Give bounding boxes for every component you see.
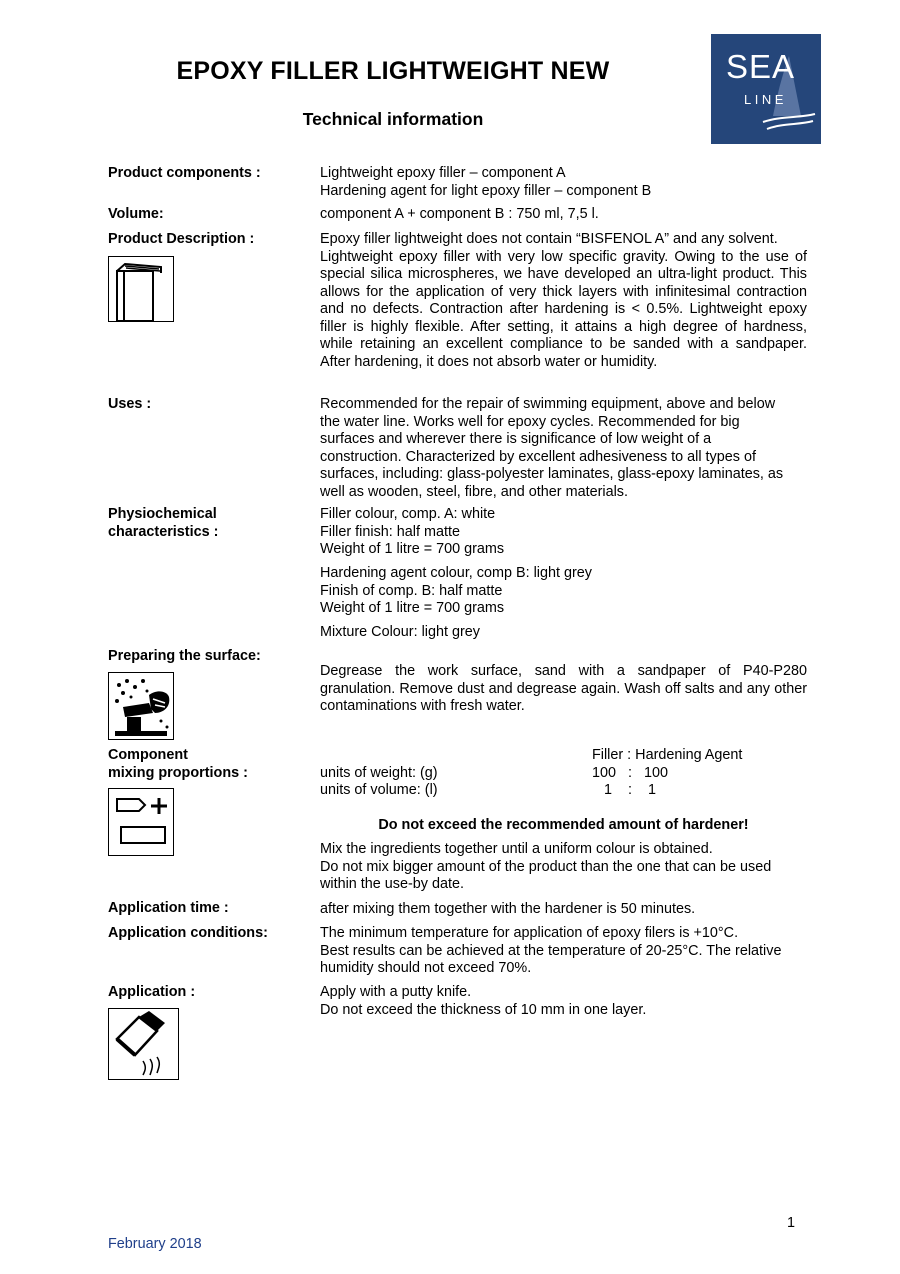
uses-line: Recommended for the repair of swimming equipment, above and below: [320, 396, 776, 412]
physio-group-filler: [320, 506, 807, 559]
uses-label: Uses :: [108, 396, 152, 412]
surface-value: Degrease the work surface, sand with a sandpaper of P40-P280 granulation. Remove dust and degrease again. Wash off salts and any other contaminations with fresh water.: [320, 663, 807, 714]
mixing-warning: Do not exceed the recommended amount of hardener!: [378, 817, 749, 833]
surface-preparation-icon: [108, 672, 174, 740]
physio-line: Filler finish: half matte: [320, 523, 460, 540]
application-line: Do not exceed the thickness of 10 mm in one layer.: [320, 1001, 647, 1018]
application-line: Apply with a putty knife.: [320, 984, 472, 1000]
sea-line-logo: [711, 34, 821, 144]
mixing-note: within the use-by date.: [320, 876, 464, 892]
book-icon: [108, 256, 174, 322]
app-conditions-line: humidity should not exceed 70%.: [320, 960, 532, 976]
footer-date: February 2018: [108, 1236, 202, 1252]
mixing-weight-label: units of weight: (g): [320, 765, 438, 781]
physio-label-line2: characteristics :: [108, 523, 219, 540]
app-time-label: Application time :: [108, 900, 229, 916]
physio-line: Filler colour, comp. A: white: [320, 506, 496, 522]
uses-value: [320, 396, 807, 501]
components-value: [320, 165, 807, 200]
physio-group-hardener: [320, 565, 807, 618]
app-conditions-line: Best results can be achieved at the temperature of 20-25°C. The relative: [320, 942, 782, 959]
uses-line: well as wooden, steel, fibre, and other materials.: [320, 483, 628, 500]
mixing-volume-ratio: 1 : 1: [604, 782, 656, 798]
app-conditions-value: [320, 925, 807, 978]
mixing-proportions-icon: [108, 788, 174, 856]
component-a: Lightweight epoxy filler – component A: [320, 165, 566, 181]
mixing-weight-ratio: 100 : 100: [592, 765, 669, 781]
physio-line: Finish of comp. B: half matte: [320, 582, 503, 599]
mixing-notes: [320, 841, 807, 894]
description-label: Product Description :: [108, 231, 255, 247]
mixing-note: Mix the ingredients together until a uniform colour is obtained.: [320, 841, 713, 857]
application-value: [320, 984, 807, 1019]
uses-line: surfaces, including: glass-polyester laminates, glass-epoxy laminates, as: [320, 466, 784, 482]
physio-line: Weight of 1 litre = 700 grams: [320, 600, 505, 616]
uses-line: surfaces and wherever there is significance of low weight of a: [320, 431, 712, 447]
description-paragraph: Lightweight epoxy filler with very low specific gravity. Owing to the use of special silica microspheres, we have developed an ultra-light product. This allows for the application of very thick layers with infinitesimal contraction and no defects. Contraction after hardening is < 0.5%. Lightweight epoxy filler is highly flexible. After setting, it attains a high degree of hardness, while retaining an excellent compliance to be sanded with a sandpaper. After hardening, it does not absorb water or humidity.: [320, 248, 807, 370]
component-b: Hardening agent for light epoxy filler – component B: [320, 182, 652, 199]
volume-value: component A + component B : 750 ml, 7,5 l.: [320, 206, 599, 222]
volume-label: Volume:: [108, 206, 164, 222]
physio-line: Hardening agent colour, comp B: light grey: [320, 565, 592, 581]
physio-label: [108, 506, 218, 541]
physio-mixture-colour: Mixture Colour: light grey: [320, 624, 480, 640]
mixing-ratio-header: Filler : Hardening Agent: [592, 747, 743, 763]
components-label: Product components :: [108, 165, 261, 181]
logo-line-text: LINE: [744, 92, 787, 107]
page-number: 1: [787, 1215, 796, 1231]
document-subtitle: Technical information: [302, 109, 484, 129]
physio-line: Weight of 1 litre = 700 grams: [320, 541, 505, 557]
mixing-volume-label: units of volume: (l): [320, 782, 438, 798]
mixing-label: [108, 747, 248, 782]
surface-label: Preparing the surface:: [108, 648, 261, 664]
uses-line: construction. Characterized by excellent adhesiveness to all types of: [320, 448, 756, 465]
mixing-label-line1: Component: [108, 747, 188, 763]
description-value: [320, 231, 807, 371]
physio-label-line1: Physiochemical: [108, 506, 217, 522]
uses-line: the water line. Works well for epoxy cycles. Recommended for big: [320, 413, 740, 430]
application-label: Application :: [108, 984, 196, 1000]
app-conditions-label: Application conditions:: [108, 925, 268, 941]
document-title: EPOXY FILLER LIGHTWEIGHT NEW: [176, 57, 610, 85]
app-conditions-line: The minimum temperature for application of epoxy filers is +10°C.: [320, 925, 739, 941]
logo-sea-text: SEA: [726, 48, 796, 85]
putty-knife-icon: [108, 1008, 179, 1080]
description-first-line: Epoxy filler lightweight does not contain “BISFENOL A” and any solvent.: [320, 231, 778, 247]
app-time-value: after mixing them together with the hardener is 50 minutes.: [320, 901, 696, 917]
mixing-label-line2: mixing proportions :: [108, 764, 248, 781]
mixing-note: Do not mix bigger amount of the product than the one that can be used: [320, 858, 772, 875]
